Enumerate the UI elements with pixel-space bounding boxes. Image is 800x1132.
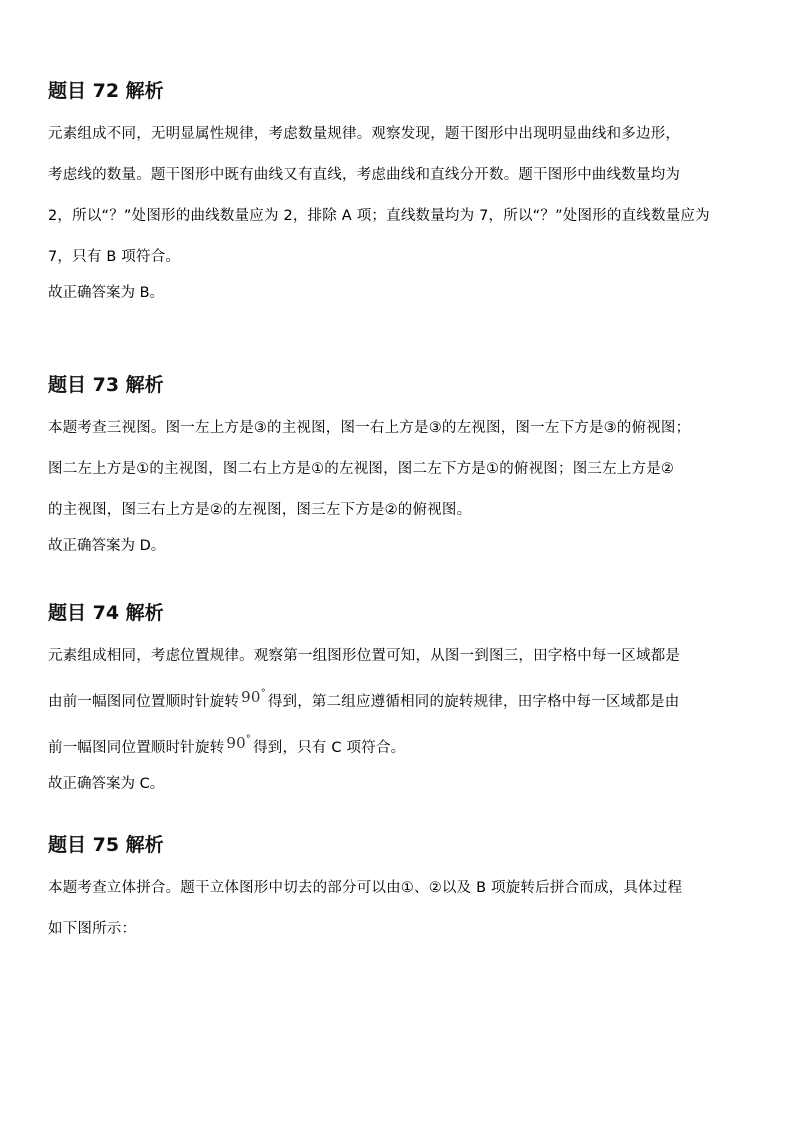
line-text: 得到，只有 C 项符合。 <box>253 740 406 756</box>
section-heading: 题目 72 解析 <box>48 80 164 102</box>
line-text: 由前一幅图同位置顺时针旋转 <box>48 694 240 710</box>
section-heading: 题目 74 解析 <box>48 602 164 624</box>
answer-line: 故正确答案为 C。 <box>48 776 165 792</box>
answer-line: 故正确答案为 B。 <box>48 285 165 301</box>
section-heading: 题目 73 解析 <box>48 374 164 396</box>
degree-symbol: ° <box>245 734 252 745</box>
angle-value: 90 <box>241 688 261 706</box>
paragraph-line: 本题考查立体拼合。题干立体图形中切去的部分可以由①、②以及 B 项旋转后拼合而成，具体过程 <box>48 880 683 896</box>
paragraph-line <box>48 677 758 723</box>
solution-73 <box>48 372 758 561</box>
paragraph-line: 考虑线的数量。题干图形中既有曲线又有直线，考虑曲线和直线分开数。题干图形中曲线数量均为 <box>48 167 681 183</box>
angle-formula <box>224 734 253 752</box>
angle-value: 90 <box>226 734 246 752</box>
angle-formula <box>239 688 268 706</box>
paragraph-line: 如下图所示： <box>48 921 137 937</box>
section-heading: 题目 75 解析 <box>48 834 164 856</box>
paragraph-line: 2，所以“？”处图形的曲线数量应为 2，排除 A 项；直线数量均为 7，所以“？”处图形的直线数量应为 <box>48 208 710 224</box>
solution-75 <box>48 832 758 950</box>
solution-72 <box>48 78 758 308</box>
paragraph-line: 7，只有 B 项符合。 <box>48 249 181 265</box>
line-text: 得到，第二组应遵循相同的旋转规律，田字格中每一区域都是由 <box>267 694 680 710</box>
degree-symbol: ° <box>260 688 266 699</box>
answer-line: 故正确答案为 D。 <box>48 538 166 554</box>
paragraph-line: 本题考查三视图。图一左上方是③的主视图，图一右上方是③的左视图，图一左下方是③的俯视图； <box>48 420 691 436</box>
paragraph-line: 元素组成相同，考虑位置规律。观察第一组图形位置可知，从图一到图三，田字格中每一区域都是 <box>48 648 681 664</box>
paragraph-line: 元素组成不同，无明显属性规律，考虑数量规律。观察发现，题干图形中出现明显曲线和多边形， <box>48 126 681 142</box>
line-text: 前一幅图同位置顺时针旋转 <box>48 740 225 756</box>
paragraph-line <box>48 723 758 769</box>
paragraph-line: 的主视图，图三右上方是②的左视图，图三左下方是②的俯视图。 <box>48 502 472 518</box>
solution-74 <box>48 600 758 799</box>
paragraph-line: 图二左上方是①的主视图，图二右上方是①的左视图，图二左下方是①的俯视图；图三左上方是② <box>48 461 675 477</box>
